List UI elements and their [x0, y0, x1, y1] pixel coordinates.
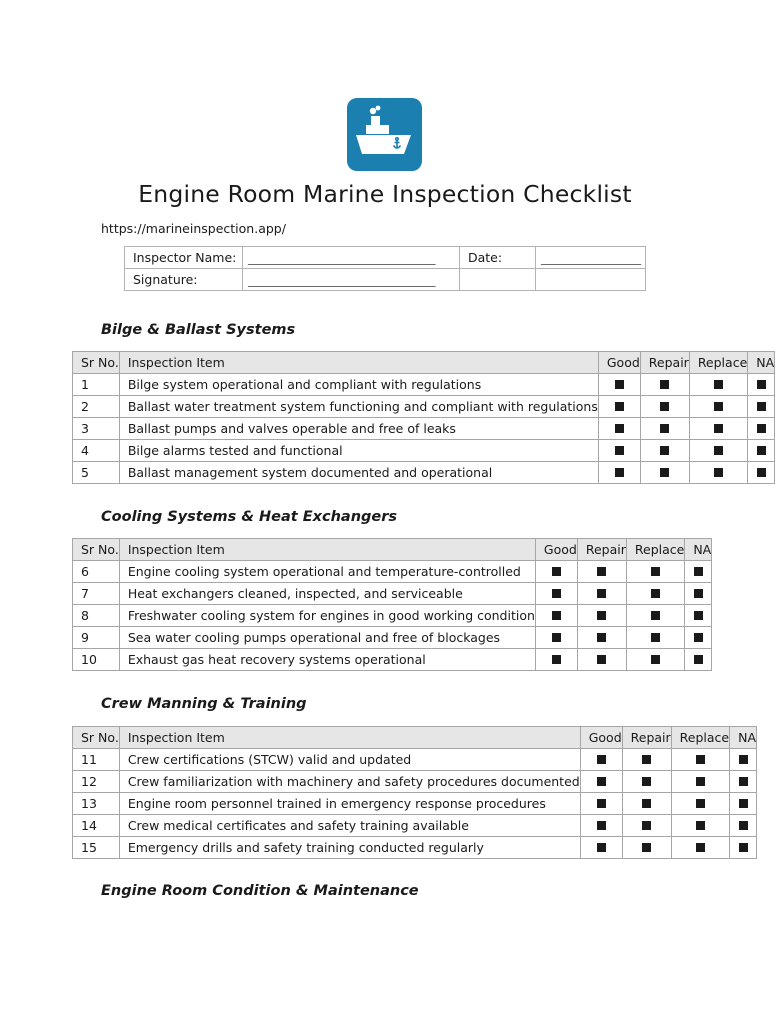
- checklist-table: [72, 538, 712, 671]
- na-checkbox-cell[interactable]: [730, 749, 757, 771]
- inspector-info-table: [124, 246, 646, 291]
- repair-checkbox-cell[interactable]: [577, 561, 626, 583]
- column-header-good: Good: [580, 727, 622, 749]
- replace-checkbox[interactable]: [696, 799, 705, 808]
- repair-checkbox-cell[interactable]: [622, 837, 671, 859]
- na-checkbox-cell[interactable]: [685, 627, 712, 649]
- column-header-replace: Replace: [626, 539, 684, 561]
- na-checkbox-cell[interactable]: [748, 396, 775, 418]
- inspection-item: Ballast water treatment system functioning and compliant with regulations: [119, 396, 598, 418]
- repair-checkbox[interactable]: [597, 589, 606, 598]
- replace-checkbox-cell[interactable]: [689, 440, 747, 462]
- repair-checkbox-cell[interactable]: [640, 462, 689, 484]
- date-label: Date:: [460, 247, 536, 269]
- section-heading: Crew Manning & Training: [101, 696, 307, 712]
- repair-checkbox-cell[interactable]: [622, 793, 671, 815]
- column-header-good: Good: [598, 352, 640, 374]
- replace-checkbox[interactable]: [696, 755, 705, 764]
- table-row: [73, 627, 712, 649]
- page-title: Engine Room Marine Inspection Checklist: [138, 180, 632, 208]
- column-header-repair: Repair: [640, 352, 689, 374]
- row-number: 2: [73, 396, 120, 418]
- column-header-na: NA: [685, 539, 712, 561]
- row-number: 4: [73, 440, 120, 462]
- good-checkbox[interactable]: [615, 380, 624, 389]
- repair-checkbox-cell[interactable]: [577, 583, 626, 605]
- na-checkbox[interactable]: [694, 633, 703, 642]
- section-heading: Bilge & Ballast Systems: [101, 322, 296, 338]
- na-checkbox[interactable]: [739, 843, 748, 852]
- good-checkbox[interactable]: [597, 755, 606, 764]
- na-checkbox-cell[interactable]: [685, 561, 712, 583]
- table-row: [73, 418, 775, 440]
- date-field[interactable]: ________________: [536, 247, 646, 269]
- good-checkbox[interactable]: [552, 655, 561, 664]
- column-header-item: Inspection Item: [119, 539, 535, 561]
- replace-checkbox-cell[interactable]: [671, 771, 729, 793]
- replace-checkbox[interactable]: [651, 589, 660, 598]
- good-checkbox-cell[interactable]: [598, 374, 640, 396]
- good-checkbox-cell[interactable]: [535, 561, 577, 583]
- na-checkbox[interactable]: [739, 821, 748, 830]
- replace-checkbox[interactable]: [714, 380, 723, 389]
- replace-checkbox[interactable]: [651, 633, 660, 642]
- inspection-item: Exhaust gas heat recovery systems operational: [119, 649, 535, 671]
- good-checkbox-cell[interactable]: [580, 793, 622, 815]
- repair-checkbox-cell[interactable]: [577, 649, 626, 671]
- na-checkbox[interactable]: [694, 611, 703, 620]
- section-heading: Engine Room Condition & Maintenance: [101, 883, 419, 899]
- inspection-item: Crew certifications (STCW) valid and updated: [119, 749, 580, 771]
- replace-checkbox-cell[interactable]: [626, 627, 684, 649]
- inspection-item: Crew familiarization with machinery and safety procedures documented: [119, 771, 580, 793]
- column-header-sr: Sr No.: [73, 352, 120, 374]
- repair-checkbox-cell[interactable]: [640, 418, 689, 440]
- source-url[interactable]: https://marineinspection.app/: [101, 221, 286, 236]
- inspection-item: Engine cooling system operational and temperature-controlled: [119, 561, 535, 583]
- replace-checkbox[interactable]: [714, 402, 723, 411]
- column-header-repair: Repair: [622, 727, 671, 749]
- inspection-item: Ballast management system documented and operational: [119, 462, 598, 484]
- na-checkbox-cell[interactable]: [730, 793, 757, 815]
- replace-checkbox[interactable]: [696, 843, 705, 852]
- replace-checkbox-cell[interactable]: [671, 793, 729, 815]
- good-checkbox-cell[interactable]: [580, 837, 622, 859]
- repair-checkbox-cell[interactable]: [640, 440, 689, 462]
- good-checkbox[interactable]: [552, 611, 561, 620]
- good-checkbox-cell[interactable]: [580, 749, 622, 771]
- column-header-replace: Replace: [689, 352, 747, 374]
- good-checkbox[interactable]: [615, 468, 624, 477]
- good-checkbox-cell[interactable]: [580, 771, 622, 793]
- repair-checkbox-cell[interactable]: [622, 749, 671, 771]
- table-row: [73, 462, 775, 484]
- table-row: [73, 440, 775, 462]
- replace-checkbox-cell[interactable]: [689, 396, 747, 418]
- repair-checkbox[interactable]: [660, 468, 669, 477]
- replace-checkbox[interactable]: [714, 446, 723, 455]
- inspection-item: Bilge system operational and compliant with regulations: [119, 374, 598, 396]
- good-checkbox[interactable]: [597, 799, 606, 808]
- row-number: 8: [73, 605, 120, 627]
- repair-checkbox[interactable]: [597, 611, 606, 620]
- replace-checkbox-cell[interactable]: [626, 649, 684, 671]
- na-checkbox-cell[interactable]: [685, 649, 712, 671]
- column-header-sr: Sr No.: [73, 727, 120, 749]
- na-checkbox[interactable]: [739, 799, 748, 808]
- good-checkbox-cell[interactable]: [598, 462, 640, 484]
- row-number: 10: [73, 649, 120, 671]
- na-checkbox-cell[interactable]: [748, 374, 775, 396]
- table-row: [73, 749, 757, 771]
- repair-checkbox[interactable]: [660, 380, 669, 389]
- row-number: 3: [73, 418, 120, 440]
- replace-checkbox-cell[interactable]: [626, 605, 684, 627]
- repair-checkbox[interactable]: [642, 755, 651, 764]
- table-row: [73, 605, 712, 627]
- na-checkbox-cell[interactable]: [748, 462, 775, 484]
- na-checkbox-cell[interactable]: [748, 418, 775, 440]
- na-checkbox[interactable]: [757, 468, 766, 477]
- column-header-repair: Repair: [577, 539, 626, 561]
- ship-icon: [347, 98, 422, 171]
- row-number: 9: [73, 627, 120, 649]
- column-header-replace: Replace: [671, 727, 729, 749]
- table-row: [73, 583, 712, 605]
- good-checkbox[interactable]: [552, 567, 561, 576]
- row-number: 15: [73, 837, 120, 859]
- inspection-item: Crew medical certificates and safety training available: [119, 815, 580, 837]
- good-checkbox-cell[interactable]: [535, 649, 577, 671]
- repair-checkbox[interactable]: [642, 843, 651, 852]
- replace-checkbox-cell[interactable]: [689, 418, 747, 440]
- replace-checkbox-cell[interactable]: [626, 561, 684, 583]
- na-checkbox-cell[interactable]: [748, 440, 775, 462]
- na-checkbox[interactable]: [757, 424, 766, 433]
- replace-checkbox-cell[interactable]: [671, 815, 729, 837]
- empty-cell: [536, 269, 646, 291]
- inspection-item: Bilge alarms tested and functional: [119, 440, 598, 462]
- na-checkbox-cell[interactable]: [685, 583, 712, 605]
- table-row: [73, 793, 757, 815]
- inspection-item: Sea water cooling pumps operational and free of blockages: [119, 627, 535, 649]
- na-checkbox[interactable]: [694, 655, 703, 664]
- table-row: [73, 396, 775, 418]
- na-checkbox-cell[interactable]: [730, 837, 757, 859]
- repair-checkbox[interactable]: [597, 567, 606, 576]
- inspection-item: Emergency drills and safety training conducted regularly: [119, 837, 580, 859]
- replace-checkbox-cell[interactable]: [626, 583, 684, 605]
- good-checkbox-cell[interactable]: [598, 396, 640, 418]
- table-row: [73, 649, 712, 671]
- na-checkbox[interactable]: [757, 380, 766, 389]
- signature-field[interactable]: ______________________________: [243, 269, 460, 291]
- column-header-sr: Sr No.: [73, 539, 120, 561]
- signature-label: Signature:: [125, 269, 243, 291]
- inspection-item: Ballast pumps and valves operable and free of leaks: [119, 418, 598, 440]
- empty-cell: [460, 269, 536, 291]
- row-number: 14: [73, 815, 120, 837]
- inspection-item: Heat exchangers cleaned, inspected, and serviceable: [119, 583, 535, 605]
- replace-checkbox-cell[interactable]: [671, 749, 729, 771]
- replace-checkbox-cell[interactable]: [689, 374, 747, 396]
- replace-checkbox[interactable]: [714, 468, 723, 477]
- repair-checkbox-cell[interactable]: [622, 815, 671, 837]
- good-checkbox[interactable]: [552, 589, 561, 598]
- na-checkbox[interactable]: [739, 777, 748, 786]
- replace-checkbox[interactable]: [696, 821, 705, 830]
- row-number: 1: [73, 374, 120, 396]
- row-number: 7: [73, 583, 120, 605]
- column-header-na: NA: [730, 727, 757, 749]
- good-checkbox-cell[interactable]: [535, 627, 577, 649]
- repair-checkbox-cell[interactable]: [577, 627, 626, 649]
- good-checkbox[interactable]: [615, 446, 624, 455]
- checklist-table: [72, 726, 757, 859]
- replace-checkbox[interactable]: [651, 655, 660, 664]
- inspection-item: Freshwater cooling system for engines in good working condition: [119, 605, 535, 627]
- good-checkbox-cell[interactable]: [535, 583, 577, 605]
- good-checkbox[interactable]: [615, 424, 624, 433]
- repair-checkbox[interactable]: [642, 821, 651, 830]
- replace-checkbox[interactable]: [714, 424, 723, 433]
- column-header-item: Inspection Item: [119, 352, 598, 374]
- repair-checkbox-cell[interactable]: [577, 605, 626, 627]
- good-checkbox[interactable]: [597, 843, 606, 852]
- na-checkbox[interactable]: [739, 755, 748, 764]
- row-number: 5: [73, 462, 120, 484]
- replace-checkbox-cell[interactable]: [689, 462, 747, 484]
- na-checkbox[interactable]: [694, 567, 703, 576]
- na-checkbox[interactable]: [757, 446, 766, 455]
- good-checkbox-cell[interactable]: [535, 605, 577, 627]
- table-row: [73, 771, 757, 793]
- section-heading: Cooling Systems & Heat Exchangers: [101, 509, 398, 525]
- repair-checkbox[interactable]: [597, 633, 606, 642]
- na-checkbox[interactable]: [757, 402, 766, 411]
- good-checkbox[interactable]: [597, 777, 606, 786]
- good-checkbox[interactable]: [615, 402, 624, 411]
- row-number: 12: [73, 771, 120, 793]
- repair-checkbox[interactable]: [642, 799, 651, 808]
- replace-checkbox[interactable]: [651, 611, 660, 620]
- inspection-item: Engine room personnel trained in emergency response procedures: [119, 793, 580, 815]
- replace-checkbox[interactable]: [696, 777, 705, 786]
- good-checkbox-cell[interactable]: [598, 440, 640, 462]
- repair-checkbox[interactable]: [660, 446, 669, 455]
- table-row: [73, 561, 712, 583]
- repair-checkbox[interactable]: [642, 777, 651, 786]
- repair-checkbox[interactable]: [660, 424, 669, 433]
- repair-checkbox[interactable]: [597, 655, 606, 664]
- inspector-label: Inspector Name:: [125, 247, 243, 269]
- column-header-item: Inspection Item: [119, 727, 580, 749]
- inspector-field[interactable]: ______________________________: [243, 247, 460, 269]
- repair-checkbox-cell[interactable]: [640, 374, 689, 396]
- good-checkbox-cell[interactable]: [598, 418, 640, 440]
- column-header-good: Good: [535, 539, 577, 561]
- table-row: [73, 374, 775, 396]
- na-checkbox-cell[interactable]: [730, 771, 757, 793]
- repair-checkbox[interactable]: [660, 402, 669, 411]
- column-header-na: NA: [748, 352, 775, 374]
- na-checkbox-cell[interactable]: [730, 815, 757, 837]
- row-number: 11: [73, 749, 120, 771]
- checklist-table: [72, 351, 775, 484]
- row-number: 13: [73, 793, 120, 815]
- repair-checkbox-cell[interactable]: [622, 771, 671, 793]
- na-checkbox-cell[interactable]: [685, 605, 712, 627]
- table-row: [73, 815, 757, 837]
- replace-checkbox-cell[interactable]: [671, 837, 729, 859]
- row-number: 6: [73, 561, 120, 583]
- repair-checkbox-cell[interactable]: [640, 396, 689, 418]
- na-checkbox[interactable]: [694, 589, 703, 598]
- replace-checkbox[interactable]: [651, 567, 660, 576]
- good-checkbox[interactable]: [597, 821, 606, 830]
- good-checkbox-cell[interactable]: [580, 815, 622, 837]
- good-checkbox[interactable]: [552, 633, 561, 642]
- table-row: [73, 837, 757, 859]
